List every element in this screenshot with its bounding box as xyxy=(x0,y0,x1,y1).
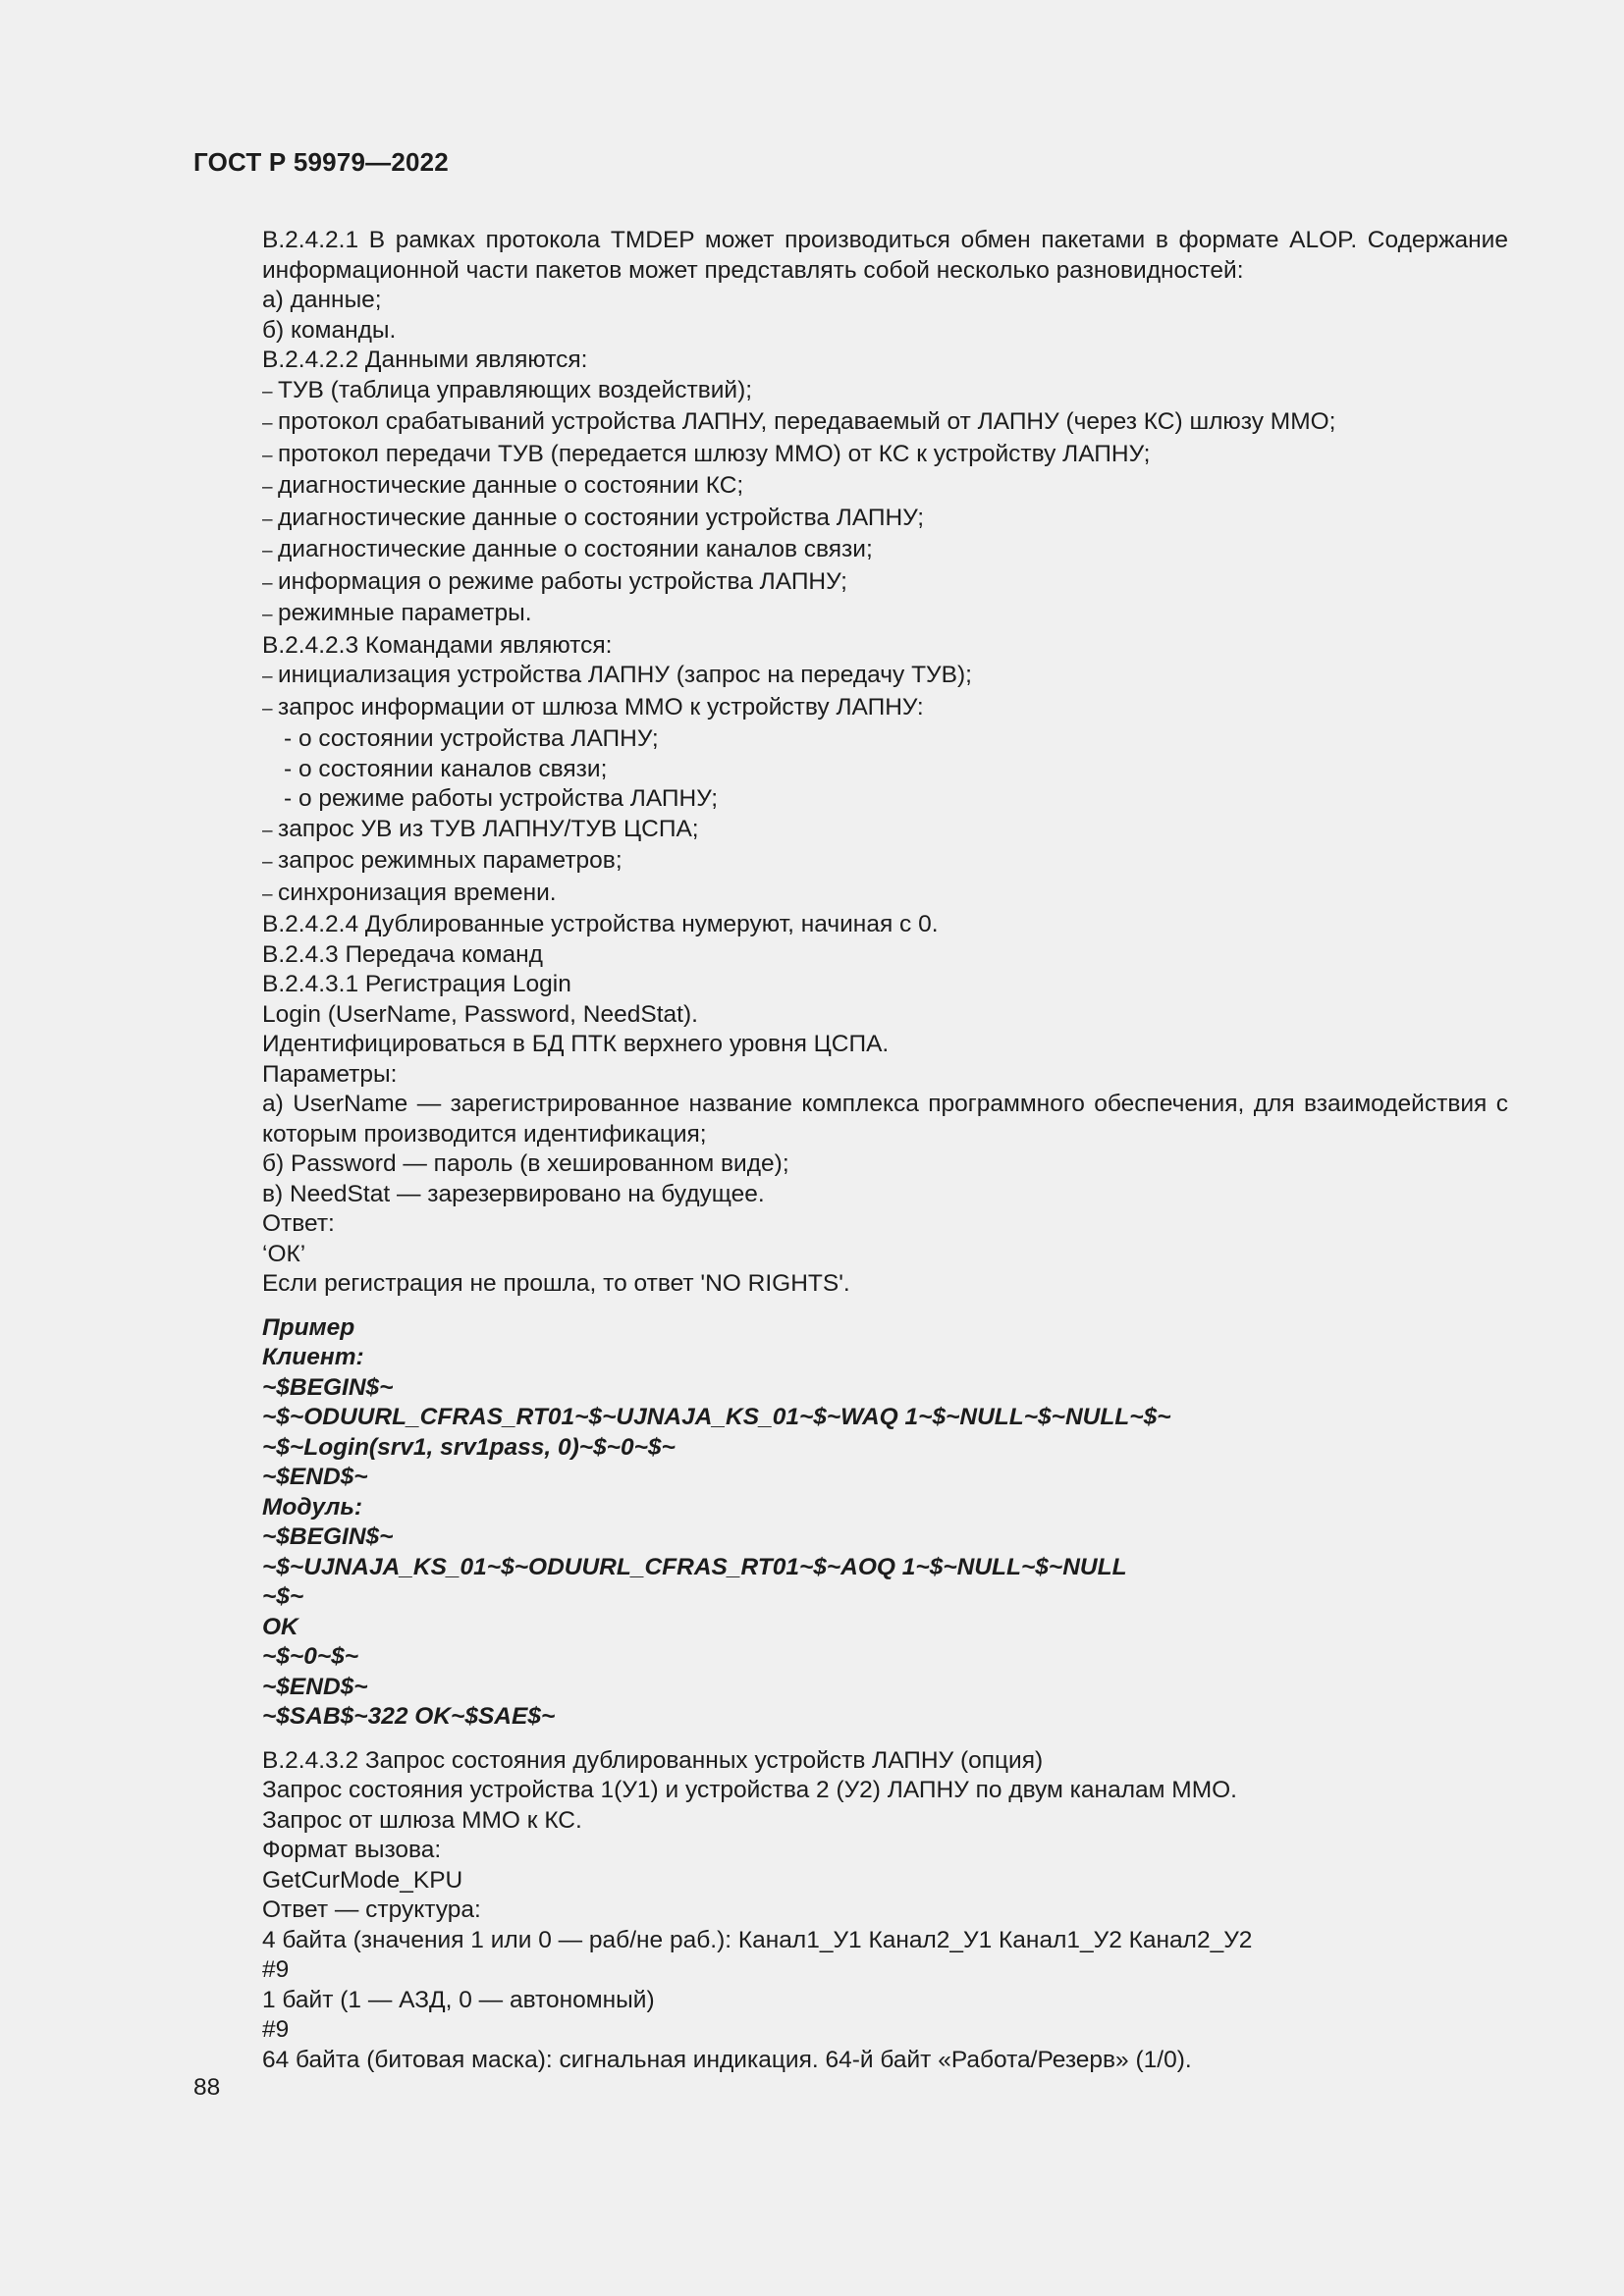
dash-icon: – xyxy=(262,541,273,561)
params-label: Параметры: xyxy=(262,1060,398,1088)
list-item: – протокол срабатываний устройства ЛАПНУ, передаваемый от ЛАПНУ (через КС) шлюзу ММО; xyxy=(193,407,1508,440)
example-line: Клиент: xyxy=(262,1344,364,1370)
section-heading: В.2.4.3.2 Запрос состояния дублированных устройств ЛАПНУ (опция) xyxy=(262,1746,1044,1774)
login-description: Идентифицироваться в БД ПТК верхнего уровня ЦСПА. xyxy=(262,1031,890,1057)
example-line: Модуль: xyxy=(262,1493,363,1521)
list-item: – синхронизация времени. xyxy=(193,879,1508,911)
page-number: 88 xyxy=(193,2074,221,2101)
sub-list-item: - о состоянии устройства ЛАПНУ; xyxy=(284,725,659,752)
dash-icon: – xyxy=(262,820,273,841)
sub-list-item: - о режиме работы устройства ЛАПНУ; xyxy=(284,785,719,812)
dash-icon: – xyxy=(262,477,273,498)
text-line: Формат вызова: xyxy=(262,1837,442,1863)
list-item: – запрос режимных параметров; xyxy=(193,846,1508,879)
list-item: – информация о режиме работы устройства ЛАПНУ; xyxy=(193,567,1508,600)
text-line: #9 xyxy=(262,2016,290,2043)
example-block xyxy=(193,1313,1508,1733)
text-line: GetCurMode_KPU xyxy=(262,1866,463,1894)
dash-icon: – xyxy=(262,413,273,434)
list-item: – протокол передачи ТУВ (передается шлюзу ММО) от КС к устройству ЛАПНУ; xyxy=(193,440,1508,472)
text-line: 64 байта (битовая маска): сигнальная индикация. 64-й байт «Работа/Резерв» (1/0). xyxy=(262,2046,1192,2073)
example-line: ~$END$~ xyxy=(262,1673,368,1700)
list-item: – диагностические данные о состоянии каналов связи; xyxy=(193,535,1508,567)
list-item: – режимные параметры. xyxy=(193,599,1508,631)
example-line: Пример xyxy=(262,1313,355,1341)
list-item: – ТУВ (таблица управляющих воздействий); xyxy=(193,376,1508,408)
section-heading: В.2.4.2.3 Командами являются: xyxy=(262,631,613,659)
list-item: – запрос информации от шлюза ММО к устройству ЛАПНУ: xyxy=(193,693,1508,725)
sub-list-item: - о состоянии каналов связи; xyxy=(284,755,608,782)
dash-icon: – xyxy=(262,698,273,720)
text-line: 4 байта (значения 1 или 0 — раб/не раб.): Канал1_У1 Канал2_У1 Канал1_У2 Канал2_У2 xyxy=(262,1926,1253,1953)
list-item: – диагностические данные о состоянии КС; xyxy=(193,471,1508,504)
section-heading: В.2.4.2.2 Данными являются: xyxy=(262,347,588,373)
example-line: ~$~ODUURL_CFRAS_RT01~$~UJNAJA_KS_01~$~WAQ 1~$~NULL~$~NULL~$~ xyxy=(262,1404,1171,1430)
list-item: – запрос УВ из ТУВ ЛАПНУ/ТУВ ЦСПА; xyxy=(193,815,1508,847)
example-line: ~$BEGIN$~ xyxy=(262,1523,394,1550)
paragraph-b24224: В.2.4.2.4 Дублированные устройства нумеруют, начиная с 0. xyxy=(262,911,939,937)
dash-icon: – xyxy=(262,605,273,625)
example-line: ~$~ xyxy=(262,1583,304,1610)
dash-icon: – xyxy=(262,852,273,873)
text-line: 1 байт (1 — АЗД, 0 — автономный) xyxy=(262,1986,655,2013)
dash-icon: – xyxy=(262,883,273,905)
login-signature: Login (UserName, Password, NeedStat). xyxy=(262,1000,698,1028)
param-password: б) Password — пароль (в хешированном виде); xyxy=(262,1150,789,1177)
answer-fail: Если регистрация не прошла, то ответ 'NO RIGHTS'. xyxy=(262,1270,850,1297)
param-username: а) UserName — зарегистрированное название комплекса программного обеспечения, для взаимодействия с которым производится идентификация; xyxy=(262,1091,1508,1148)
dash-icon: – xyxy=(262,508,273,530)
document-header: ГОСТ Р 59979—2022 xyxy=(193,147,449,177)
text-line: Запрос состояния устройства 1(У1) и устройства 2 (У2) ЛАПНУ по двум каналам ММО. xyxy=(262,1777,1237,1803)
dash-icon: – xyxy=(262,381,273,402)
answer-label: Ответ: xyxy=(262,1210,335,1237)
dash-icon: – xyxy=(262,445,273,466)
text-line: Ответ — структура: xyxy=(262,1896,481,1923)
dash-icon: – xyxy=(262,667,273,687)
example-line: ~$END$~ xyxy=(262,1464,368,1490)
answer-ok: ‘ОК’ xyxy=(262,1240,306,1267)
section-heading: В.2.4.3.1 Регистрация Login xyxy=(262,971,571,997)
list-item: – диагностические данные о состоянии устройства ЛАПНУ; xyxy=(193,504,1508,536)
example-line: ~$SAB$~322 OK~$SAE$~ xyxy=(262,1703,556,1730)
list-item: а) данные; xyxy=(262,287,382,313)
document-body xyxy=(193,226,1508,2075)
list-item: б) команды. xyxy=(262,316,397,344)
text-line: Запрос от шлюза ММО к КС. xyxy=(262,1806,582,1834)
example-line: ~$~UJNAJA_KS_01~$~ODUURL_CFRAS_RT01~$~AOQ 1~$~NULL~$~NULL xyxy=(262,1553,1127,1580)
text-line: #9 xyxy=(262,1956,290,1983)
example-line: ~$BEGIN$~ xyxy=(262,1373,394,1401)
dash-icon: – xyxy=(262,572,273,594)
example-line: OK xyxy=(262,1613,298,1640)
paragraph-b24221: В.2.4.2.1 В рамках протокола TMDEP может производиться обмен пакетами в формате ALOP. Содержание информационной части пакетов может представлять собой несколько разновидностей: xyxy=(262,227,1508,284)
example-line: ~$~0~$~ xyxy=(262,1643,359,1670)
param-needstat: в) NeedStat — зарезервировано на будущее. xyxy=(262,1180,765,1207)
example-line: ~$~Login(srv1, srv1pass, 0)~$~0~$~ xyxy=(262,1433,676,1461)
list-item: – инициализация устройства ЛАПНУ (запрос на передачу ТУВ); xyxy=(193,661,1508,693)
section-heading: В.2.4.3 Передача команд xyxy=(262,940,543,968)
